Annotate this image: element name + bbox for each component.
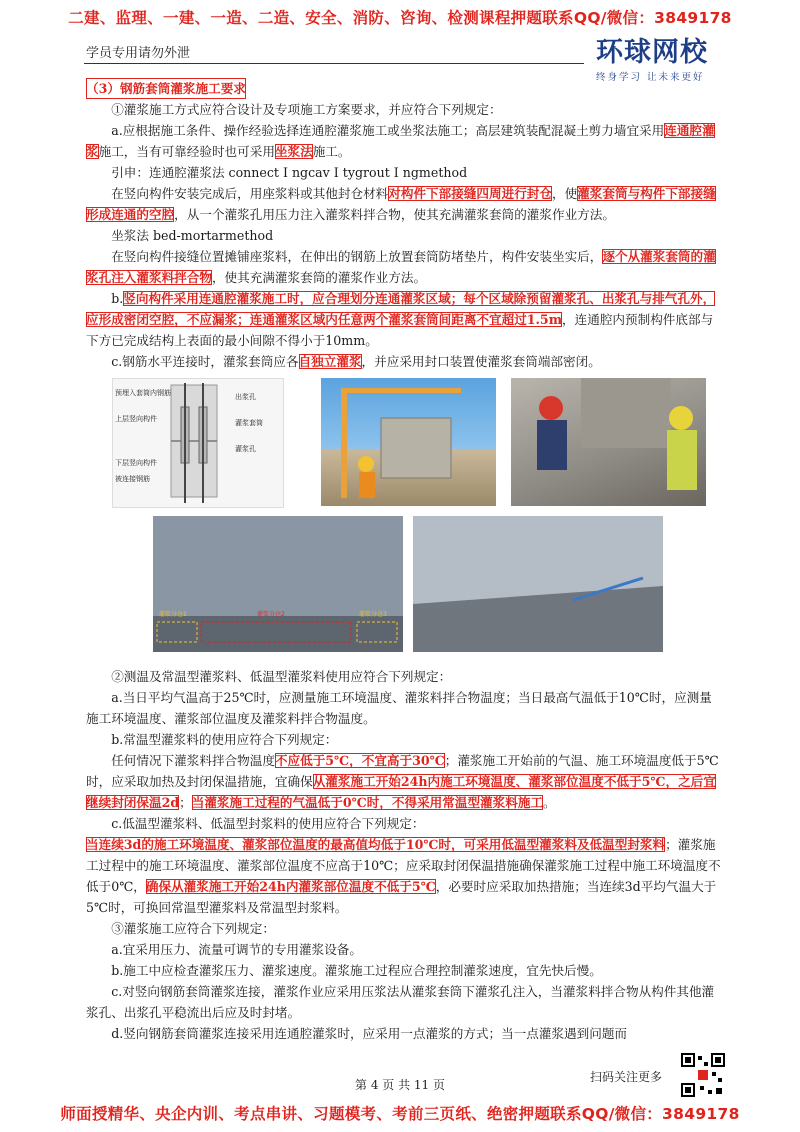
para-2b-body: 任何情况下灌浆料拌合物温度不应低于5℃，不宜高于30℃；灌浆施工开始前的气温、施工环境温度低于5℃时，应采取加热及封闭保温措施，宜确保从灌浆施工开始24h内施工环境温度、灌浆部位温度不低于5℃，之后宜继续封闭保温2d；当灌浆施工过程的气温低于0℃时，不得采用常温型灌浆料施工。 bbox=[86, 753, 719, 810]
header-divider bbox=[84, 63, 584, 64]
label-grout-sleeve: 灌浆套筒 bbox=[235, 419, 263, 427]
reference-connected: 引申：连通腔灌浆法 connect I ngcav I tygrout I ngmethod bbox=[111, 165, 468, 180]
section-title-row bbox=[86, 78, 722, 99]
highlight: 自独立灌浆 bbox=[298, 354, 362, 369]
para-3a: a.宜采用压力、流量可调节的专用灌浆设备。 bbox=[111, 942, 362, 957]
para-bed-method: 在竖向构件接缝位置摊铺座浆料，在伸出的钢筋上放置套筒防堵垫片，构件安装坐实后，逐个从灌浆套筒的灌浆孔注入灌浆料拌合物，使其充满灌浆套筒的灌浆作业方法。 bbox=[86, 249, 716, 285]
page-number: 第 4 页 共 11 页 bbox=[355, 1078, 445, 1092]
confidential-notice: 学员专用请勿外泄 bbox=[86, 46, 191, 61]
photo-crane-installation bbox=[321, 378, 496, 506]
reference-bed-mortar: 坐浆法 bed-mortarmethod bbox=[111, 228, 274, 243]
para-2c-body: 当连续3d的施工环境温度、灌浆部位温度的最高值均低于10℃时，可采用低温型灌浆料及低温型封浆料；灌浆施工过程中的施工环境温度、灌浆部位温度不应高于10℃；应采取封闭保温措施确保灌浆施工过程中施工环境温度不低于0℃，确保从灌浆施工开始24h内灌浆部位温度不低于5℃，必要时应采取加热措施；当连续3d平均气温大于5℃时，可换回常温型灌浆料及常温型封浆料。 bbox=[86, 837, 721, 915]
highlight: 当连续3d的施工环境温度、灌浆部位温度的最高值均低于10℃时，可采用低温型灌浆料及低温型封浆料 bbox=[86, 837, 666, 852]
document-body bbox=[86, 78, 722, 1044]
scan-prompt: 扫码关注更多 bbox=[590, 1070, 663, 1084]
highlight: 竖向构件采用连通腔灌浆施工时，应合理划分连通灌浆区域；每个区域除预留灌浆孔、出浆孔与排气孔外，应形成密闭空腔，不应漏浆；连通灌浆区域内任意两个灌浆套筒间距离不宜超过1.5m bbox=[86, 291, 716, 327]
label-upper-member: 上层竖向构件 bbox=[115, 415, 157, 423]
top-promo-banner: 二建、监理、一建、一造、二造、安全、消防、咨询、检测课程押题联系QQ/微信：3849178 bbox=[68, 9, 732, 27]
para-1b: b.竖向构件采用连通腔灌浆施工时，应合理划分连通灌浆区域；每个区域除预留灌浆孔、出浆孔与排气孔外，应形成密闭空腔，不应漏浆；连通灌浆区域内任意两个灌浆套筒间距离不宜超过1.5m，连通腔内预制构件底部与下方已完成结构上表面的最小间隙不得小于10mm。 bbox=[86, 291, 716, 348]
highlight: 从灌浆施工开始24h内施工环境温度、灌浆部位温度不低于5℃，之后宜继续封闭保温2d bbox=[86, 774, 716, 810]
zone-label-3: 灌浆分仓3 bbox=[359, 611, 387, 618]
highlight: 灌浆套筒与构件下部接缝形成连通的空腔 bbox=[86, 186, 716, 222]
label-outlet-hole: 出浆孔 bbox=[235, 393, 256, 401]
section-title: （3）钢筋套筒灌浆施工要求 bbox=[86, 78, 246, 99]
label-embedded-rebar: 预埋入套筒内钢筋 bbox=[115, 389, 171, 397]
zone-label-1: 灌浆分仓1 bbox=[159, 611, 187, 618]
highlight: 逐个从灌浆套筒的灌浆孔注入灌浆料拌合物 bbox=[86, 249, 716, 285]
figure-row-1 bbox=[86, 378, 722, 508]
logo-slogan: 终身学习 让未来更好 bbox=[596, 72, 705, 83]
label-lower-member: 下层竖向构件 bbox=[115, 459, 157, 467]
logo-text: 环球网校 bbox=[596, 37, 708, 68]
highlight: 不应低于5℃，不宜高于30℃ bbox=[274, 753, 445, 768]
para-2: ②测温及常温型灌浆料、低温型灌浆料使用应符合下列规定： bbox=[111, 669, 452, 684]
figure-row-2 bbox=[86, 516, 722, 656]
render-joint-sealing bbox=[413, 516, 663, 652]
highlight: 坐浆法 bbox=[274, 144, 313, 159]
para-1a: a.应根据施工条件、操作经验选择连通腔灌浆施工或坐浆法施工；高层建筑装配混凝土剪力墙宜采用连通腔灌浆施工，当有可靠经验时也可采用坐浆法施工。 bbox=[86, 123, 715, 159]
label-grout-hole: 灌浆孔 bbox=[235, 445, 256, 453]
para-3: ③灌浆施工应符合下列规定： bbox=[111, 921, 275, 936]
highlight: 连通腔灌浆 bbox=[86, 123, 715, 159]
render-grouting-zones bbox=[153, 516, 403, 652]
para-3c: c.对竖向钢筋套筒灌浆连接，灌浆作业应采用压浆法从灌浆套筒下灌浆孔注入，当灌浆料拌合物从构件其他灌浆孔、出浆孔平稳流出后应及时封堵。 bbox=[86, 984, 715, 1020]
para-2a: a.当日平均气温高于25℃时，应测量施工环境温度、灌浆料拌合物温度；当日最高气温低于10℃时，应测量施工环境温度、灌浆部位温度及灌浆料拌合物温度。 bbox=[86, 690, 712, 726]
highlight: 对构件下部接缝四周进行封仓 bbox=[388, 186, 552, 201]
para-2c: c.低温型灌浆料、低温型封浆料的使用应符合下列规定： bbox=[111, 816, 425, 831]
zone-label-2: 灌浆分仓2 bbox=[257, 611, 285, 618]
brand-logo bbox=[596, 30, 736, 83]
label-connected-rebar: 被连接钢筋 bbox=[115, 475, 150, 483]
highlight: 当灌浆施工过程的气温低于0℃时，不得采用常温型灌浆料施工 bbox=[191, 795, 544, 810]
para-3b: b.施工中应检查灌浆压力、灌浆速度。灌浆施工过程应合理控制灌浆速度，宜先快后慢。 bbox=[111, 963, 602, 978]
para-1: ①灌浆施工方式应符合设计及专项施工方案要求，并应符合下列规定： bbox=[111, 102, 502, 117]
para-connected-method: 在竖向构件安装完成后，用座浆料或其他封仓材料对构件下部接缝四周进行封仓，使灌浆套筒与构件下部接缝形成连通的空腔，从一个灌浆孔用压力注入灌浆料拌合物，使其充满灌浆套筒的灌浆作业方法。 bbox=[86, 186, 716, 222]
highlight: 确保从灌浆施工开始24h内灌浆部位温度不低于5℃ bbox=[145, 879, 436, 894]
para-2b: b.常温型灌浆料的使用应符合下列规定： bbox=[111, 732, 338, 747]
sleeve-diagram bbox=[112, 378, 284, 508]
photo-workers-grouting bbox=[511, 378, 706, 506]
para-1c: c.钢筋水平连接时，灌浆套筒应各自独立灌浆，并应采用封口装置使灌浆套筒端部密闭。 bbox=[111, 354, 601, 369]
para-3d: d.竖向钢筋套筒灌浆连接采用连通腔灌浆时，应采用一点灌浆的方式；当一点灌浆遇到问题而 bbox=[111, 1026, 628, 1041]
bottom-promo-banner: 师面授精华、央企内训、考点串讲、习题模考、考前三页纸、绝密押题联系QQ/微信：3849178 bbox=[60, 1105, 740, 1123]
